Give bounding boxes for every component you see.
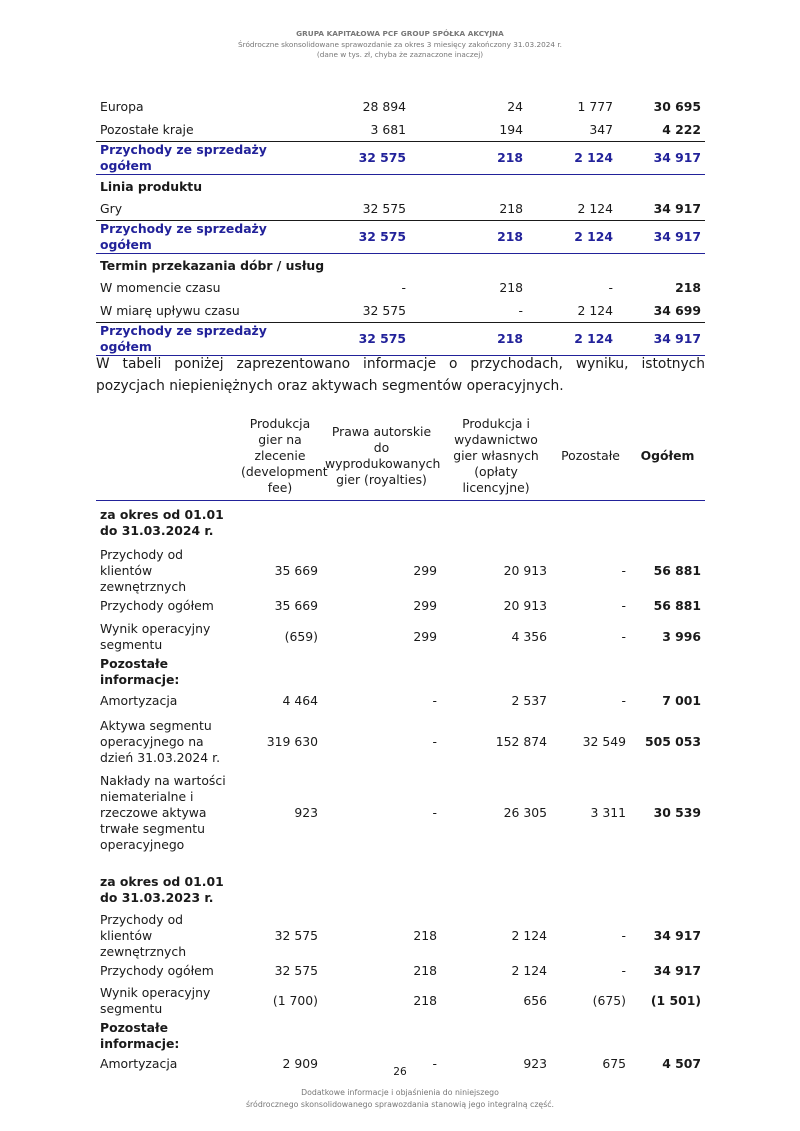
cell-value: 218 bbox=[413, 962, 437, 978]
cell-value: 32 575 bbox=[274, 962, 318, 978]
page-footer bbox=[0, 1087, 800, 1110]
row-label: Przychody ze sprzedaży ogółem bbox=[96, 221, 318, 254]
total-row bbox=[96, 142, 705, 175]
cell-total: 34 917 bbox=[617, 323, 705, 356]
section-header-row bbox=[96, 175, 705, 198]
table-row bbox=[96, 119, 705, 142]
cell-value: 35 669 bbox=[274, 562, 318, 578]
cell-value: 2 124 bbox=[527, 142, 617, 175]
spacer-row bbox=[96, 856, 705, 874]
units-note: (dane w tys. zł, chyba że zaznaczone inaczej) bbox=[316, 50, 484, 59]
row-label: Pozostałe kraje bbox=[96, 119, 318, 142]
footer-line-1: Dodatkowe informacje i objaśnienia do niniejszego bbox=[301, 1088, 499, 1097]
cell-total: 34 917 bbox=[617, 142, 705, 175]
cell-value: 2 124 bbox=[527, 299, 617, 322]
table-row bbox=[96, 618, 705, 656]
cell-value: 4 356 bbox=[511, 628, 547, 644]
cell-value: 218 bbox=[413, 927, 437, 943]
table-row bbox=[96, 198, 705, 221]
cell-value: 28 894 bbox=[362, 99, 406, 115]
header-blank bbox=[96, 412, 238, 501]
table-row bbox=[96, 96, 705, 119]
cell-value: 299 bbox=[413, 628, 437, 644]
period-title: za okres od 01.01 do 31.03.2023 r. bbox=[100, 873, 224, 905]
header-total: Ogółem bbox=[630, 412, 705, 501]
cell-value: 32 549 bbox=[582, 733, 626, 749]
cell-value: 218 bbox=[499, 280, 523, 295]
cell-total: 56 881 bbox=[653, 562, 701, 578]
cell-value: 2 124 bbox=[511, 962, 547, 978]
row-label: Przychody ogółem bbox=[100, 598, 214, 613]
table-row bbox=[96, 595, 705, 618]
cell-value: 32 575 bbox=[318, 142, 410, 175]
cell-total: (1 501) bbox=[650, 992, 701, 1008]
total-row bbox=[96, 323, 705, 356]
row-label: Amortyzacja bbox=[100, 692, 178, 708]
cell-value: 20 913 bbox=[503, 562, 547, 578]
table-row bbox=[96, 982, 705, 1020]
cell-value: - bbox=[621, 562, 626, 578]
cell-value: 20 913 bbox=[503, 598, 547, 613]
cell-value: 194 bbox=[410, 119, 527, 142]
cell-value: 218 bbox=[410, 221, 527, 254]
table-row bbox=[96, 960, 705, 982]
row-label: Przychody ogółem bbox=[100, 962, 214, 978]
cell-value: - bbox=[621, 692, 626, 708]
page-number: 26 bbox=[393, 1066, 407, 1078]
header-other: Pozostałe bbox=[551, 412, 630, 501]
cell-value: 32 575 bbox=[318, 323, 410, 356]
header-own-games: Produkcja i wydawnictwo gier własnych (opłaty licencyjne) bbox=[441, 412, 551, 501]
spacer bbox=[96, 856, 705, 874]
cell-value: 24 bbox=[507, 99, 523, 115]
cell-value: (659) bbox=[284, 628, 318, 644]
intro-paragraph: W tabeli poniżej zaprezentowano informacje o przychodach, wyniku, istotnych pozycjach niepieniężnych oraz aktywach segmentów operacyjnych. bbox=[96, 356, 705, 394]
row-label: Przychody ze sprzedaży ogółem bbox=[96, 142, 318, 175]
cell-value: 1 777 bbox=[577, 99, 613, 115]
period-header-2023 bbox=[96, 874, 705, 912]
period-header-2024 bbox=[96, 501, 705, 547]
footer-line-2: śródrocznego skonsolidowanego sprawozdania stanowią jego integralną część. bbox=[245, 1099, 555, 1109]
cell-value: 2 124 bbox=[527, 323, 617, 356]
header-development-fee: Produkcja gier na zlecenie (development fee) bbox=[238, 412, 322, 501]
cell-value: 218 bbox=[410, 198, 527, 221]
cell-total: 4 507 bbox=[662, 1055, 701, 1071]
cell-value: 2 124 bbox=[511, 927, 547, 943]
cell-value: (675) bbox=[592, 992, 626, 1008]
cell-value: 2 537 bbox=[511, 692, 547, 708]
row-label: Wynik operacyjny segmentu bbox=[100, 620, 211, 652]
cell-value: 26 305 bbox=[503, 804, 547, 820]
table-row bbox=[96, 912, 705, 960]
cell-value: - bbox=[432, 692, 437, 708]
company-name: GRUPA KAPITAŁOWA PCF GROUP SPÓŁKA AKCYJNA bbox=[296, 29, 504, 38]
cell-value: - bbox=[621, 628, 626, 644]
row-label: Amortyzacja bbox=[100, 1055, 178, 1071]
row-label: Przychody od klientów zewnętrznych bbox=[100, 546, 187, 594]
page-header bbox=[0, 29, 800, 61]
cell-total: 4 222 bbox=[617, 119, 705, 142]
cell-total: 30 539 bbox=[653, 804, 701, 820]
row-label: Gry bbox=[96, 198, 318, 221]
cell-value: 218 bbox=[410, 323, 527, 356]
period-label bbox=[96, 501, 705, 547]
subsection-row bbox=[96, 656, 705, 688]
row-label: Nakłady na wartości niematerialne i rzeczowe aktywa trwałe segmentu operacyjnego bbox=[100, 772, 226, 852]
cell-total: 34 917 bbox=[653, 927, 701, 943]
segment-table bbox=[96, 412, 705, 1076]
cell-value: 2 909 bbox=[282, 1055, 318, 1071]
period-title: za okres od 01.01 do 31.03.2024 r. bbox=[100, 507, 224, 538]
cell-total: 34 699 bbox=[617, 299, 705, 322]
cell-value: 32 575 bbox=[274, 927, 318, 943]
cell-total: 56 881 bbox=[653, 598, 701, 613]
table-row bbox=[96, 277, 705, 300]
cell-value: 32 575 bbox=[318, 198, 410, 221]
cell-value: - bbox=[410, 299, 527, 322]
cell-value: 319 630 bbox=[266, 733, 318, 749]
cell-total: 505 053 bbox=[644, 733, 701, 749]
cell-value: 35 669 bbox=[274, 598, 318, 613]
cell-total: 218 bbox=[675, 280, 701, 295]
row-label: W momencie czasu bbox=[100, 280, 221, 295]
cell-value: - bbox=[621, 962, 626, 978]
subsection-title: Pozostałe informacje: bbox=[100, 1019, 180, 1051]
cell-total: 34 917 bbox=[617, 221, 705, 254]
table-row bbox=[96, 770, 705, 856]
cell-value: 32 575 bbox=[318, 221, 410, 254]
cell-value: - bbox=[621, 598, 626, 613]
cell-value: - bbox=[608, 280, 613, 295]
subsection-row bbox=[96, 1020, 705, 1052]
header-row bbox=[96, 412, 705, 501]
row-label: W miarę upływu czasu bbox=[96, 299, 318, 322]
section-header-row bbox=[96, 254, 705, 277]
revenue-breakdown-table bbox=[96, 96, 705, 356]
table-row bbox=[96, 547, 705, 595]
cell-value: - bbox=[432, 733, 437, 749]
table-row bbox=[96, 714, 705, 770]
cell-value: - bbox=[432, 804, 437, 820]
row-label: Przychody od klientów zewnętrznych bbox=[100, 911, 187, 959]
cell-total: 34 917 bbox=[617, 198, 705, 221]
report-title: Śródroczne skonsolidowane sprawozdanie za okres 3 miesięcy zakończony 31.03.2024 r. bbox=[237, 39, 562, 49]
cell-total: 7 001 bbox=[662, 692, 701, 708]
cell-value: 299 bbox=[413, 598, 437, 613]
cell-total: 34 917 bbox=[653, 962, 701, 978]
cell-value: 3 681 bbox=[318, 119, 410, 142]
cell-value: 152 874 bbox=[495, 733, 547, 749]
cell-total: 30 695 bbox=[653, 99, 701, 115]
cell-value: 2 124 bbox=[527, 221, 617, 254]
cell-value: 218 bbox=[410, 142, 527, 175]
total-row bbox=[96, 221, 705, 254]
cell-value: 347 bbox=[527, 119, 617, 142]
cell-value: 218 bbox=[413, 992, 437, 1008]
cell-value: 675 bbox=[602, 1055, 626, 1071]
cell-value: 656 bbox=[523, 992, 547, 1008]
row-label: Wynik operacyjny segmentu bbox=[100, 984, 211, 1016]
period-label bbox=[96, 874, 705, 912]
subsection-label bbox=[96, 1020, 705, 1052]
section-label: Linia produktu bbox=[100, 178, 203, 194]
cell-value: - bbox=[401, 280, 406, 295]
cell-value: 2 124 bbox=[527, 198, 617, 221]
cell-total: 3 996 bbox=[662, 628, 701, 644]
section-label: Termin przekazania dóbr / usług bbox=[100, 257, 325, 273]
row-label: Aktywa segmentu operacyjnego na dzień 31.03.2024 r. bbox=[100, 717, 221, 765]
table-row bbox=[96, 688, 705, 714]
cell-value: - bbox=[432, 1055, 437, 1071]
cell-value: 4 464 bbox=[282, 692, 318, 708]
cell-value: 923 bbox=[523, 1055, 547, 1071]
cell-value: 299 bbox=[413, 562, 437, 578]
cell-value: 3 311 bbox=[590, 804, 626, 820]
subsection-label bbox=[96, 656, 705, 688]
subsection-title: Pozostałe informacje: bbox=[100, 655, 180, 687]
cell-value: (1 700) bbox=[272, 992, 318, 1008]
cell-value: - bbox=[621, 927, 626, 943]
cell-value: 923 bbox=[294, 804, 318, 820]
table-row bbox=[96, 299, 705, 322]
row-label: Przychody ze sprzedaży ogółem bbox=[96, 323, 318, 356]
header-royalties: Prawa autorskie do wyprodukowanych gier (royalties) bbox=[322, 412, 441, 501]
cell-value: 32 575 bbox=[318, 299, 410, 322]
row-label: Europa bbox=[100, 99, 144, 115]
